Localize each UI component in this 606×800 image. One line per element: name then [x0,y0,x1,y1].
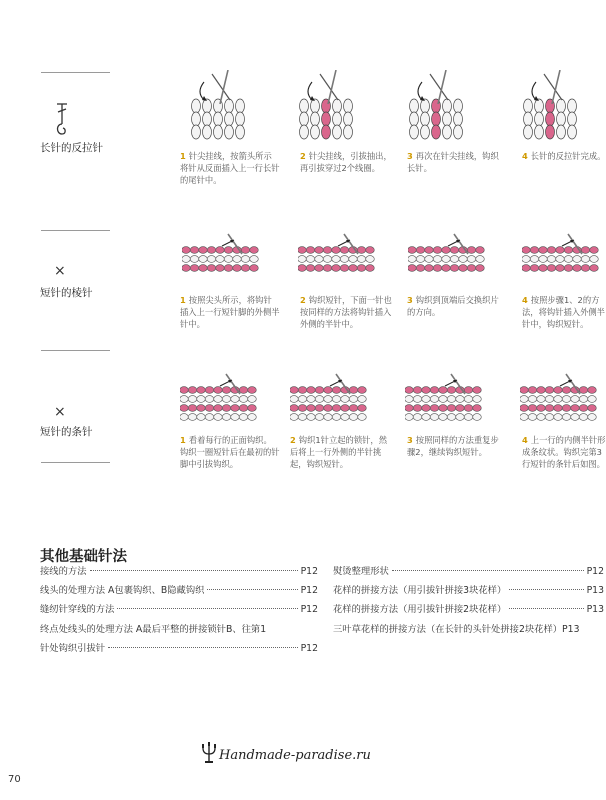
toc-entry-page: P12 [300,566,318,577]
toc-leader [117,608,297,609]
section-title: 短针的棱针 [40,287,93,299]
single-crochet-symbol-icon: × [54,404,66,420]
toc-entry-page: P12 [586,566,604,577]
toc-leader [509,608,583,609]
long-stitch-step-illustration [190,70,260,146]
back-loop-stitch-step-illustration [408,232,486,290]
toc-entry-page: P13 [586,585,604,596]
front-loop-stitch-step-illustration [520,372,604,430]
toc-leader [509,589,583,590]
toc-leader [108,647,297,648]
step-caption: 4 按照步骤1、2的方法，将钩针插入外侧半针中，钩织短针。 [522,295,605,330]
step-caption: 4 长针的反拉针完成。 [522,151,606,161]
other-stitches-heading: 其他基础针法 [40,549,127,565]
page-number: 70 [8,774,21,785]
toc-entry-page: P12 [300,604,318,615]
step-caption: 3 钩织到顶端后交换织片的方向。 [407,295,499,318]
watermark: Handmade-paradise.ru [219,748,371,763]
step-caption: 2 钩织短针，下面一针也按同样的方法将钩针插入外侧的半针中。 [300,295,392,330]
toc-leader [90,570,298,571]
toc-entry[interactable] [40,563,318,579]
toc-leader [207,589,297,590]
toc-entry[interactable] [40,601,318,617]
step-caption: 1 看着每行的正面钩织。钩织一圈短针后在最初的针脚中引拔钩织。 [180,435,280,470]
toc-entry[interactable] [333,601,604,617]
toc-entry-label: 花样的拼接方法（用引拔针拼接3块花样） [333,585,507,596]
section-title: 短针的条针 [40,426,93,438]
toc-entry[interactable] [333,563,604,579]
toc-entry-page: P12 [300,643,318,654]
back-loop-stitch-step-illustration [182,232,260,290]
toc-entry-label: 花样的拼接方法（用引拔针拼接2块花样） [333,604,507,615]
toc-entry-label: 熨烫整理形状 [333,566,389,577]
section-divider [41,350,110,351]
step-caption: 4 上一行的内侧半针形成条纹状。钩织完第3行短针的条针后如图。 [522,435,606,470]
toc-entry-page: P12 [300,585,318,596]
toc-entry-page: P13 [586,604,604,615]
toc-entry-label: 接线的方法 [40,566,87,577]
section-title: 长针的反拉针 [40,142,103,154]
section-divider [41,72,110,73]
toc-entry[interactable] [40,640,318,656]
toc-entry-label: 针处钩织引拔针 [40,643,106,654]
step-caption: 3 按照同样的方法重复步骤2，继续钩织短针。 [407,435,499,458]
long-stitch-step-illustration [408,70,478,146]
section-divider [41,230,110,231]
candelabra-logo-icon [200,740,218,764]
toc-entry-page: P13 [562,624,580,635]
toc-entry[interactable] [333,621,604,637]
step-caption: 2 针尖挂线，引拔抽出，再引拔穿过2个线圈。 [300,151,392,174]
toc-entry-label: 线头的处理方法 A包裹钩织、B隐藏钩织 [40,585,205,596]
long-stitch-step-illustration [298,70,368,146]
front-loop-stitch-step-illustration [405,372,483,430]
section-divider [41,462,110,463]
front-loop-stitch-step-illustration [180,372,258,430]
toc-entry-label: 缝纫针穿线的方法 [40,604,115,615]
step-caption: 3 再次在针尖挂线，钩织长针。 [407,151,499,174]
long-stitch-step-illustration [522,70,602,146]
toc-entry-label: 终点处线头的处理方法 A最后平整的拼接锁针B、往第1 [40,624,267,635]
step-caption: 1 按照尖头所示，将钩针插入上一行短针脚的外侧半针中。 [180,295,280,330]
long-stitch-back-post-symbol-icon [54,102,70,136]
toc-entry[interactable] [40,621,318,637]
toc-entry-label: 三叶草花样的拼接方法（在长针的头针处拼接2块花样） [333,624,563,635]
toc-entry[interactable] [40,582,318,598]
step-caption: 2 钩织1针立起的锁针，然后将上一行外侧的半针挑起，钩织短针。 [290,435,388,470]
toc-entry[interactable] [333,582,604,598]
step-caption: 1 针尖挂线，按箭头所示将针从反面插入上一行长针的尾针中。 [180,151,280,186]
back-loop-stitch-step-illustration [522,232,606,290]
single-crochet-symbol-icon: × [54,263,66,279]
back-loop-stitch-step-illustration [298,232,376,290]
front-loop-stitch-step-illustration [290,372,368,430]
toc-leader [392,570,584,571]
